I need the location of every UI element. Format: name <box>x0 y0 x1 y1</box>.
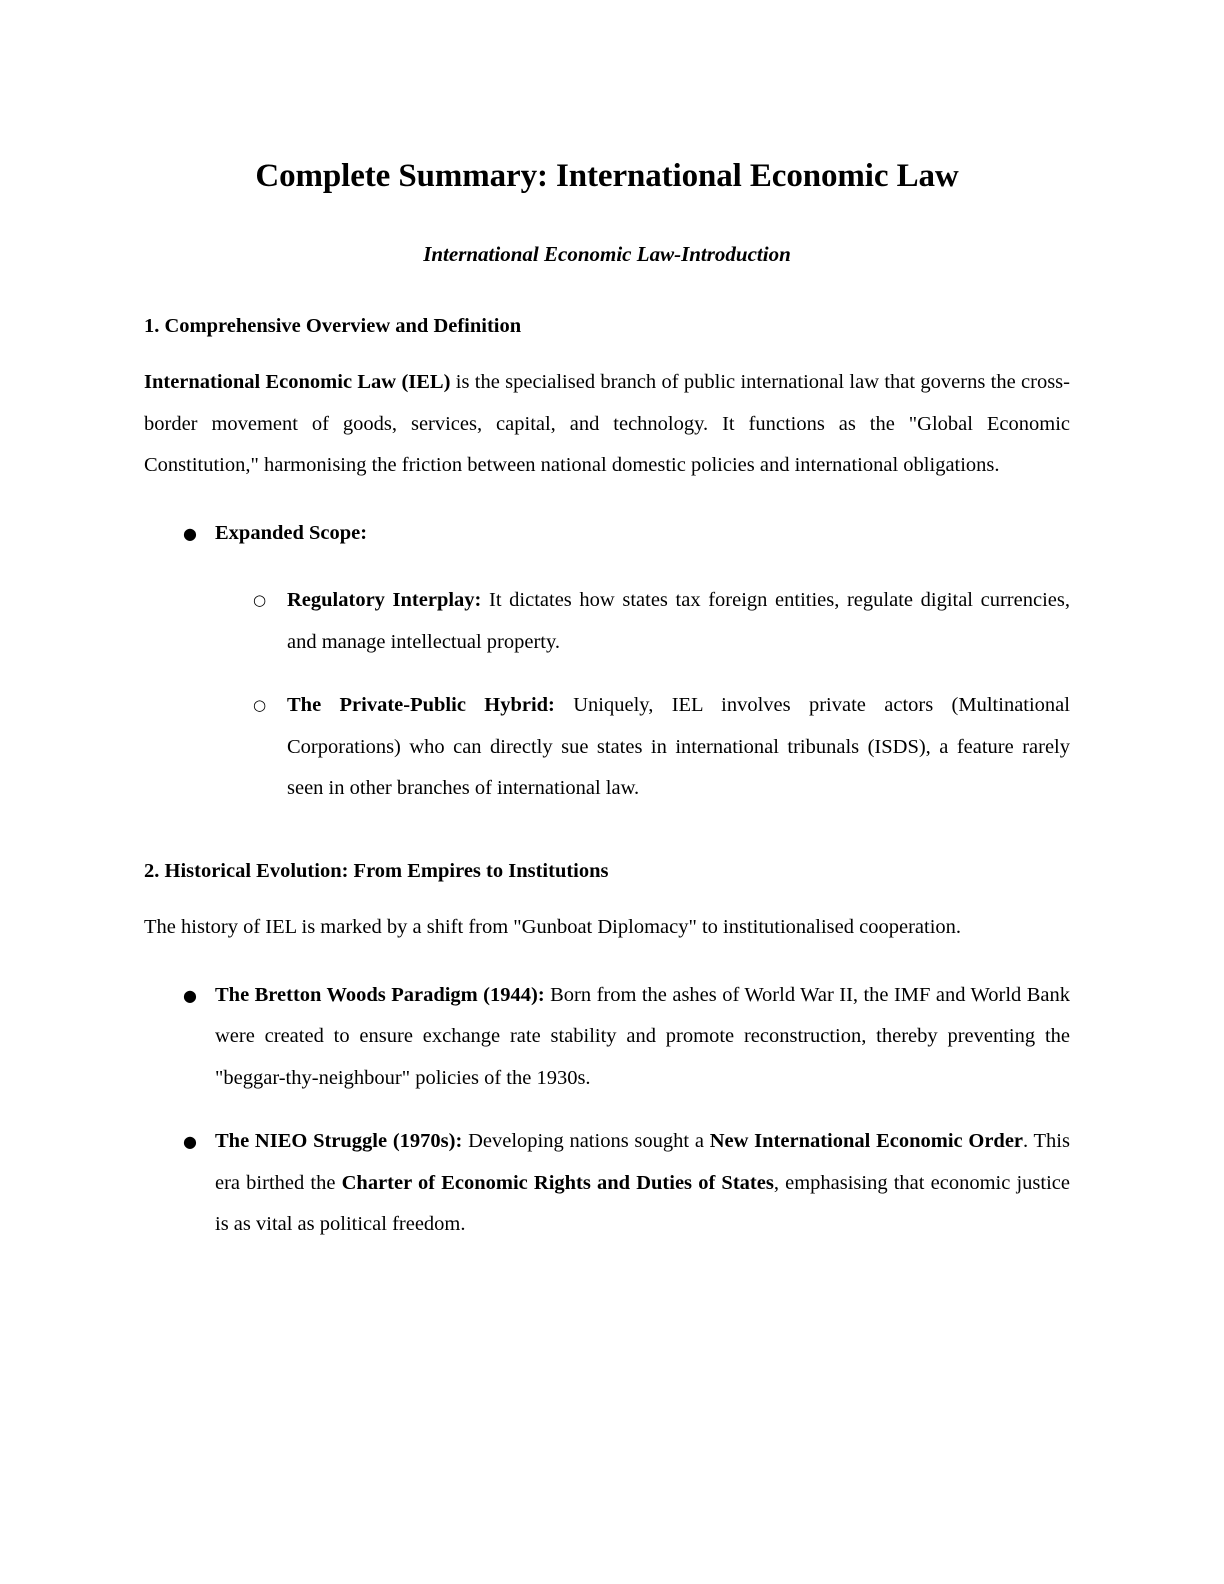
spacer <box>144 554 1070 580</box>
spacer <box>144 949 1070 975</box>
document-content <box>144 0 1070 1246</box>
spacer <box>144 663 1070 685</box>
section-1-sublist <box>144 580 1070 810</box>
section-1-list <box>144 513 1070 555</box>
list-item <box>144 1121 1070 1246</box>
list-item-bold-3: Charter of Economic Rights and Duties of States <box>341 1171 774 1194</box>
bullet-circle-icon: ○ <box>253 696 267 715</box>
list-item <box>144 580 1070 663</box>
document-subtitle: International Economic Law-Introduction <box>423 242 791 267</box>
section-1-paragraph <box>144 340 1070 487</box>
bullet-disc-icon: ● <box>183 1132 197 1152</box>
spacer <box>144 1099 1070 1121</box>
bullet-disc-icon: ● <box>183 985 197 1005</box>
list-item <box>144 513 1070 555</box>
bullet-circle-icon: ○ <box>253 591 267 610</box>
list-item <box>144 685 1070 810</box>
spacer <box>144 487 1070 513</box>
list-item <box>144 975 1070 1100</box>
list-item-lead: The Private-Public Hybrid: <box>287 694 555 717</box>
list-item-text: Born from the ashes of World War II, the IMF and World Bank were created to ensure exchange rate stability and promote reconstruction, thereby preventing the "beggar-thy-neighbour" policies of the 1930s. <box>215 983 1070 1089</box>
list-item-bold-2: New International Economic Order <box>709 1130 1024 1153</box>
list-item-text: It dictates how states tax foreign entities, regulate digital currencies, and manage intellectual property. <box>287 589 1070 653</box>
section-1-paragraph-lead: International Economic Law (IEL) <box>144 371 451 394</box>
list-item-lead: The NIEO Struggle (1970s): <box>215 1130 463 1153</box>
page-title: Complete Summary: International Economic Law <box>255 158 959 194</box>
section-2-list <box>144 975 1070 1246</box>
list-item-text-3: , emphasising that economic justice is as vital as political freedom. <box>215 1171 1070 1236</box>
section-2-paragraph: The history of IEL is marked by a shift from "Gunboat Diplomacy" to institutionalised cooperation. <box>144 916 962 939</box>
section-1-paragraph-rest: is the specialised branch of public international law that governs the cross-border movement of goods, services, capital, and technology. It functions as the "Global Economic Constitution," harmonising the friction between national domestic policies and international obligations. <box>144 371 1070 477</box>
list-item-lead: Regulatory Interplay: <box>287 589 482 612</box>
list-item-text: Uniquely, IEL involves private actors (Multinational Corporations) who can directly sue states in international tribunals (ISDS), a feature rarely seen in other branches of international law. <box>287 694 1070 800</box>
section-heading-1: 1. Comprehensive Overview and Definition <box>144 314 522 337</box>
list-item-text-1: Developing nations sought a <box>462 1130 710 1153</box>
section-heading-2: 2. Historical Evolution: From Empires to Institutions <box>144 859 609 882</box>
list-item-lead: The Bretton Woods Paradigm (1944): <box>215 983 545 1006</box>
bullet-disc-icon: ● <box>183 523 197 543</box>
list-item-lead: Expanded Scope: <box>215 521 368 544</box>
list-item-text-2: . This era birthed the <box>215 1130 1070 1194</box>
